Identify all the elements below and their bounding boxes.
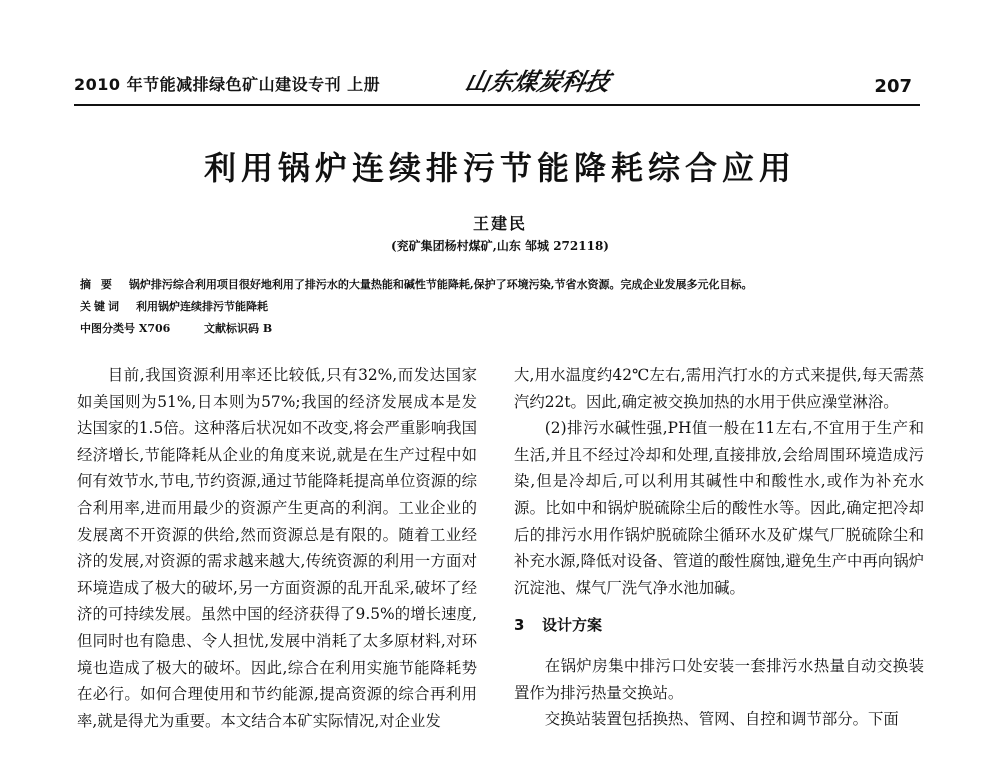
section-number: 3 (514, 616, 525, 635)
body-column-left (77, 362, 477, 734)
journal-issue: 2010 年节能减排绿色矿山建设专刊 上册 (74, 75, 381, 94)
doc-code-label: 文献标识码 (204, 322, 260, 335)
body-paragraph: 大,用水温度约42℃左右,需用汽打水的方式来提供,每天需蒸汽约22t。因此,确定被交换加热的水用于供应澡堂淋浴。 (514, 366, 924, 411)
page-number: 207 (874, 76, 912, 97)
article-author: 王建民 (472, 214, 527, 233)
section-title: 设计方案 (542, 616, 603, 635)
section-heading (514, 612, 924, 639)
journal-logo: 山东煤炭科技 (462, 67, 613, 96)
clc-value: X706 (138, 322, 171, 335)
keywords-line (80, 298, 930, 314)
body-paragraph: 在锅炉房集中排污口处安装一套排污水热量自动交换装置作为排污热量交换站。 (514, 656, 924, 702)
author-affiliation: (兖矿集团杨村煤矿,山东 邹城 272118) (391, 239, 609, 253)
body-paragraph: (2)排污水碱性强,PH值一般在11左右,不宜用于生产和生活,并且不经过冷却和处理,直接排放,会给周围环境造成污染,但是冷却后,可以利用其碱性中和酸性水,或作为补充水源。比如中和锅炉脱硫除尘后的酸性水等。因此,确定把冷却后的排污水用作锅炉脱硫除尘循环水及矿煤气厂脱硫除尘和补充水源,降低对设备、管道的酸性腐蚀,避免生产中再向锅炉沉淀池、煤气厂洗气净水池加碱。 (514, 419, 924, 597)
header-divider (74, 104, 920, 106)
abstract-label: 摘 要 (80, 278, 115, 291)
clc-label: 中图分类号 (80, 322, 135, 335)
keywords-text: 利用锅炉连续排污节能降耗 (136, 300, 268, 313)
abstract-text: 锅炉排污综合利用项目很好地利用了排污水的大量热能和碱性节能降耗,保护了环境污染,节省水资源。完成企业发展多元化目标。 (128, 278, 753, 291)
article-title: 利用锅炉连续排污节能降耗综合应用 (203, 149, 796, 187)
keywords-label: 关键词 (80, 300, 122, 313)
classification-line (80, 320, 930, 336)
abstract-line (80, 276, 930, 292)
body-column-right (514, 362, 924, 733)
body-paragraph: 交换站装置包括换热、管网、自控和调节部分。下面 (544, 710, 899, 729)
body-paragraph: 目前,我国资源利用率还比较低,只有32%,而发达国家如美国则为51%,日本则为57%;我国的经济发展成本是发达国家的1.5倍。这种落后状况如不改变,将会严重影响我国经济增长,节能降耗从企业的角度来说,就是在生产过程中如何有效节水,节电,节约资源,通过节能降耗提高单位资源的综合利用率,进而用最少的资源产生更高的利润。工业企业的发展离不开资源的供给,然而资源总是有限的。随着工业经济的发展,对资源的需求越来越大,传统资源的利用一方面对环境造成了极大的破坏,另一方面资源的乱开乱采,破坏了经济的可持续发展。虽然中国的经济获得了9.5%的增长速度,但同时也有隐患、令人担忧,发展中消耗了太多原材料,对环境也造成了极大的破坏。因此,综合在利用实施节能降耗势在必行。如何合理使用和节约能源,提高资源的综合再利用率,就是得尤为重要。本文结合本矿实际情况,对企业发 (77, 366, 477, 730)
doc-code-value: B (262, 322, 273, 335)
running-header (74, 62, 924, 102)
